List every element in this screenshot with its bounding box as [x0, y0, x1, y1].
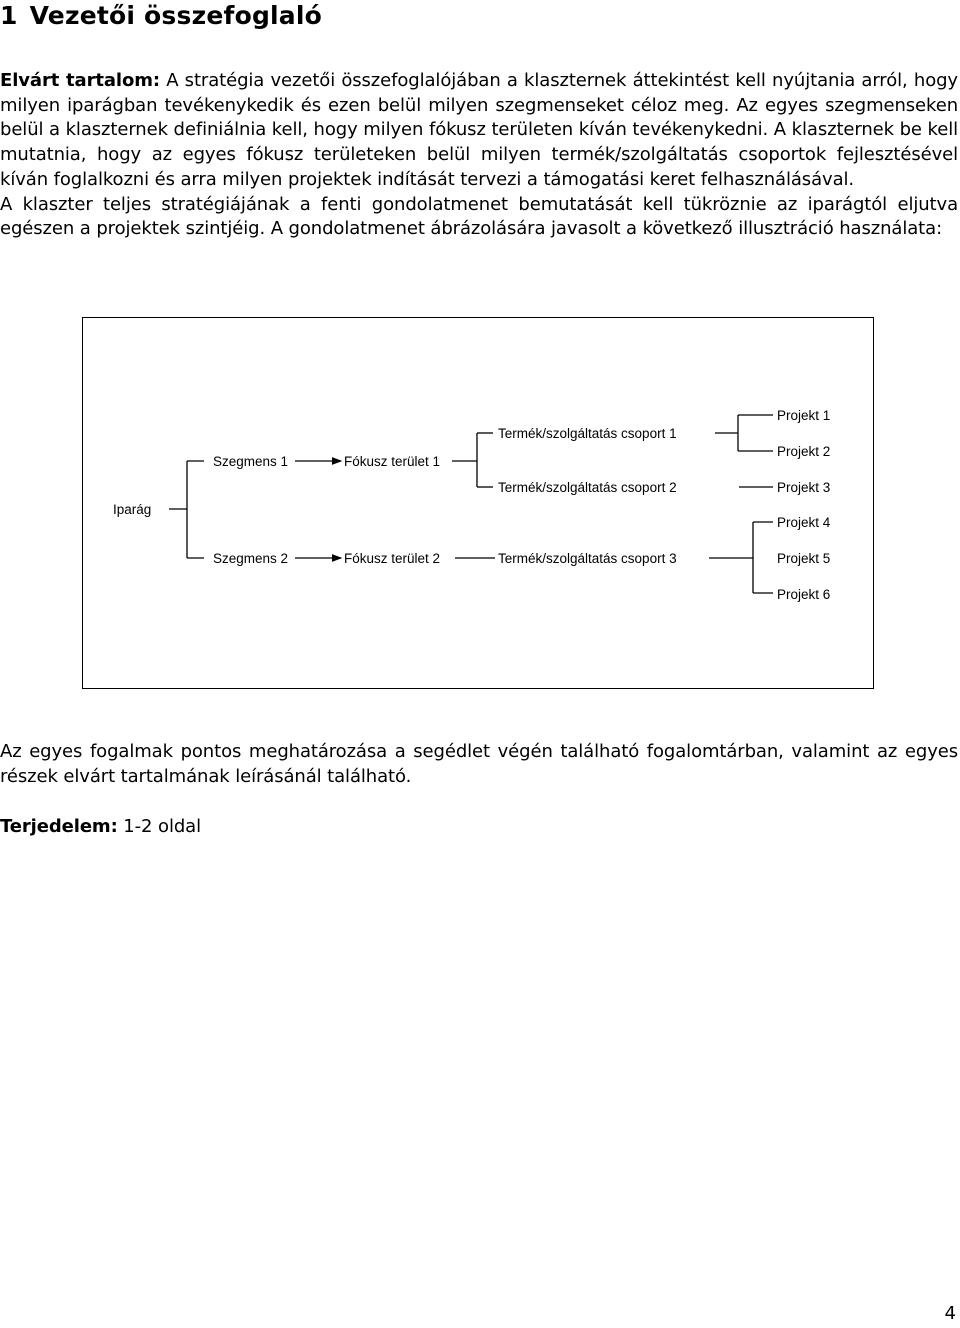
- group3-bracket: [709, 522, 773, 593]
- segment1-label: Szegmens 1: [213, 454, 289, 469]
- expected-content-paragraph: [0, 69, 958, 242]
- page-number: 4: [944, 1303, 956, 1324]
- project3-label: Projekt 3: [777, 480, 831, 495]
- group1-bracket: [715, 415, 773, 451]
- expected-content-text-2: A klaszter teljes stratégiájának a fenti gondolatmenet bemutatását kell tükröznie az iparágtól eljutva egészen a projektek szintjéig. A gondolatmenet ábrázolására javasolt a következő illusztráció használata:: [0, 193, 958, 240]
- project6-label: Projekt 6: [777, 587, 831, 602]
- project1-label: Projekt 1: [777, 408, 831, 423]
- focus2-label: Fókusz terület 2: [344, 551, 441, 566]
- industry-label: Iparág: [113, 502, 152, 517]
- extent-paragraph: [0, 815, 958, 840]
- industry-bracket: [169, 461, 204, 558]
- hierarchy-svg: [83, 318, 875, 690]
- group3-label: Termék/szolgáltatás csoport 3: [498, 551, 677, 566]
- section-number: 1: [0, 1, 18, 30]
- extent-label: Terjedelem:: [0, 816, 118, 837]
- segment2-label: Szegmens 2: [213, 551, 289, 566]
- focus1-bracket: [452, 433, 493, 487]
- project5-label: Projekt 5: [777, 551, 831, 566]
- group1-label: Termék/szolgáltatás csoport 1: [498, 426, 677, 441]
- group2-label: Termék/szolgáltatás csoport 2: [498, 480, 677, 495]
- project4-label: Projekt 4: [777, 515, 831, 530]
- focus1-label: Fókusz terület 1: [344, 454, 441, 469]
- project2-label: Projekt 2: [777, 444, 831, 459]
- expected-content-label: Elvárt tartalom:: [0, 70, 160, 91]
- strategy-hierarchy-diagram: [82, 317, 874, 689]
- section-title: Vezetői összefoglaló: [29, 1, 323, 30]
- expected-content-text: A stratégia vezetői összefoglalójában a klaszternek áttekintést kell nyújtania arról, hogy milyen iparágban tevékenykedik és ezen belül milyen szegmenseket céloz meg. Az egyes szegmenseken belül a klaszternek definiálnia kell, hogy milyen fókusz területen kíván tevékenykedni. A klaszternek be kell mutatnia, hogy az egyes fókusz területeken belül milyen termék/szolgáltatás csoportok fejlesztésével kíván foglalkozni és arra milyen projektek indítását tervezi a támogatási keret felhasználásával.: [0, 70, 958, 190]
- section-heading: [0, 0, 322, 32]
- extent-value: 1-2 oldal: [117, 816, 202, 837]
- definitions-paragraph: Az egyes fogalmak pontos meghatározása a segédlet végén található fogalomtárban, valamint az egyes részek elvárt tartalmának leírásánál található.: [0, 741, 958, 787]
